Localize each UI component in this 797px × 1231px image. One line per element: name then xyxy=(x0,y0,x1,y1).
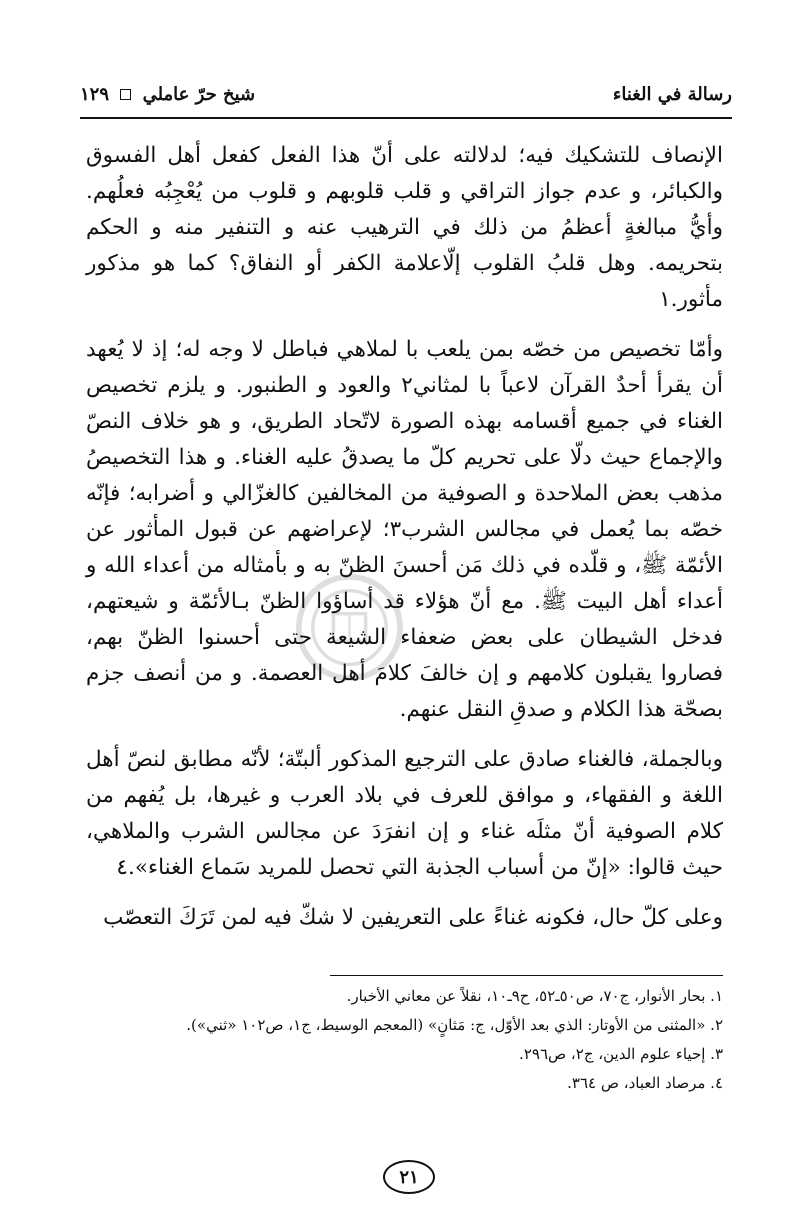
paragraph: وعلى كلّ حال، فكونه غناءً على التعريفين لا شكّ فيه لمن تَرَكَ التعصّب xyxy=(103,905,723,930)
footnotes xyxy=(86,982,723,1098)
paragraph: وبالجملة، فالغناء صادق على الترجيع المذكور ألبتّة؛ لأنّه مطابق لنصّ أهل اللغة و الفقهاء، و موافق للعرف في بلاد العرب و غيرها، بل يُفهم من كلام الصوفية أنّ مثلَه غناء و إن انفرَدَ عن مجالس الشرب والملاهي، حيث قالوا: «إنّ من أسباب الجذبة التي تحصل للمريد سَماع الغناء».٤ xyxy=(86,747,724,880)
author-name: شيخ حرّ عاملي xyxy=(142,84,256,105)
page-number: ٢١ xyxy=(399,1166,419,1188)
page-number-badge xyxy=(383,1160,435,1194)
running-header xyxy=(80,78,732,118)
paragraph: الإنصاف للتشكيك فيه؛ لدلالته على أنّ هذا الفعل كفعل أهل الفسوق والكبائر، و عدم جواز التراقي و قلب قلوبهم و قلوب من يُعْجِبُه فعلُهم. وأيُّ مبالغةٍ أعظمُ من ذلك في الترهيب عنه و التنفير منه و الحكم بتحريمه. وهل قلبُ القلوب إلّاعلامة الكفر أو النفاق؟ كما هو مذكور مأثور.١ xyxy=(86,143,723,312)
header-page-ref xyxy=(80,84,255,105)
main-text xyxy=(86,138,723,950)
footnote-divider xyxy=(330,975,723,976)
footnote: ٤. مرصاد العباد، ص ٣٦٤. xyxy=(567,1074,723,1092)
paragraph: وأمّا تخصيص من خصّه بمن يلعب با لملاهي فباطل لا وجه له؛ إذ لا يُعهد أن يقرأ أحدٌ القرآن لاعباً با لمثاني٢ والعود و الطنبور. و يلزم تخصيص الغناء في جميع أقسامه بهذه الصورة لاتّحاد الطريق، و هو خلاف النصّ والإجماع حيث دلّا على تحريم كلّ ما يصدقُ عليه الغناء. و هذا التخصيصُ مذهب بعض الملاحدة و الصوفية من المخالفين كالغزّالي و أضرابه؛ فإنّه خصّه بما يُعمل في مجالس الشرب٣؛ لإعراضهم عن قبول المأثور عن الأئمّة ﷺ، و قلّده في ذلك مَن أحسنَ الظنّ به و بأمثاله من أعداء الله و أعداء أهل البيت ﷺ. مع أنّ هؤلاء قد أساؤوا الظنّ بـالأئمّة و شيعتهم، فدخل الشيطان على بعض ضعفاء الشيعة حتى أحسنوا الظنّ بهم، فصاروا يقبلون كلامهم و إن خالفَ كلامَ أهل العصمة. و من أنصف جزم بصحّة هذا الكلام و صدقِ النقل عنهم. xyxy=(86,337,723,722)
original-page-number: ١٢٩ xyxy=(80,84,110,105)
book-title: رسالة في الغناء xyxy=(612,84,732,105)
header-divider xyxy=(80,117,732,119)
footnote: ٢. «المثنى من الأوتار: الذي بعد الأوّل، ج: مَثانٍ» (المعجم الوسيط، ج١، ص١٠٢ «ثني»). xyxy=(186,1016,723,1034)
square-icon xyxy=(120,89,131,100)
footnote: ١. بحار الأنوار، ج٧٠، ص٥٠ـ٥٢، ح٩ـ١٠، نقلاً عن معاني الأخبار. xyxy=(346,987,723,1005)
footnote: ٣. إحياء علوم الدين، ج٢، ص٢٩٦. xyxy=(519,1045,723,1063)
